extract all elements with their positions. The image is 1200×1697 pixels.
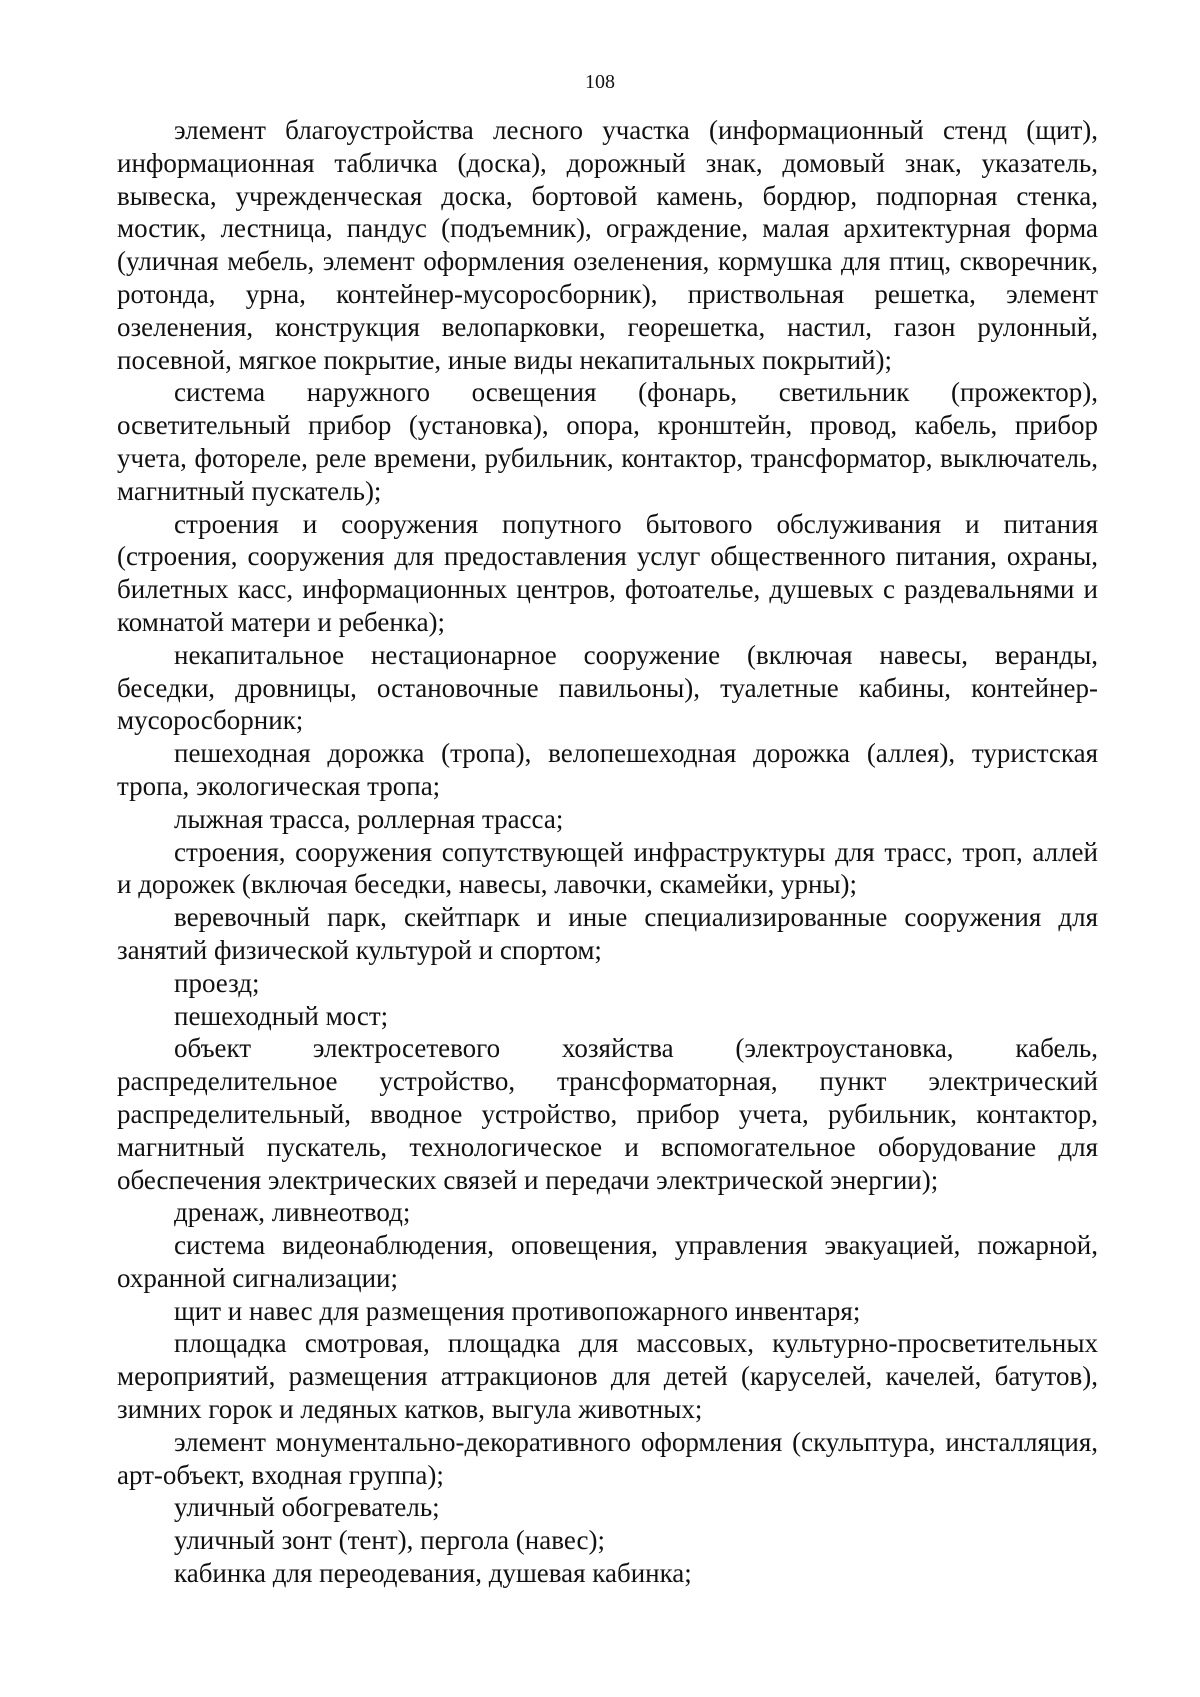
paragraph: строения и сооружения попутного бытового обслуживания и питания (строения, сооружения для предоставления услуг общественного питания, охраны, билетных касс, информационных центров, фотоателье, душевых с раздевальнями и комнатой матери и ребенка); [117, 508, 1098, 637]
page-number: 108 [585, 71, 615, 93]
paragraph: элемент монументально-декоративного оформления (скульптура, инсталляция, арт-объект, входная группа); [117, 1426, 1098, 1490]
paragraph: кабинка для переодевания, душевая кабинка; [174, 1558, 692, 1589]
body-text [117, 114, 1098, 1590]
paragraph: система наружного освещения (фонарь, светильник (прожектор), осветительный прибор (установка), опора, кронштейн, провод, кабель, прибор учета, фотореле, реле времени, рубильник, контактор, трансформатор, выключатель, магнитный пускатель); [117, 377, 1098, 506]
paragraph: пешеходная дорожка (тропа), велопешеходная дорожка (аллея), туристская тропа, экологическая тропа; [117, 738, 1098, 801]
paragraph: объект электросетевого хозяйства (электроустановка, кабель, распределительное устройство, трансформаторная, пункт электрический распределительный, вводное устройство, прибор учета, рубильник, контактор, магнитный пускатель, технологическое и вспомогательное оборудование для обеспечения электрических связей и передачи электрической энергии); [117, 1033, 1098, 1195]
paragraph: пешеходный мост; [174, 1000, 389, 1031]
paragraph: площадка смотровая, площадка для массовых, культурно-просветительных мероприятий, размещения аттракционов для детей (каруселей, качелей, батутов), зимних горок и ледяных катков, выгула животных; [117, 1328, 1098, 1425]
paragraph: веревочный парк, скейтпарк и иные специализированные сооружения для занятий физической культурой и спортом; [117, 902, 1098, 965]
paragraph: строения, сооружения сопутствующей инфраструктуры для трасс, троп, аллей и дорожек (включая беседки, навесы, лавочки, скамейки, урны); [117, 836, 1098, 900]
paragraph: элемент благоустройства лесного участка (информационный стенд (щит), информационная табличка (доска), дорожный знак, домовый знак, указатель, вывеска, учрежденческая доска, бортовой камень, бордюр, подпорная стенка, мостик, лестница, пандус (подъемник), ограждение, малая архитектурная форма (уличная мебель, элемент оформления озеленения, кормушка для птиц, скворечник, ротонда, урна, контейнер-мусоросборник), приствольная решетка, элемент озеленения, конструкция велопарковки, георешетка, настил, газон рулонный, посевной, мягкое покрытие, иные виды некапитальных покрытий); [117, 115, 1098, 375]
paragraph: некапитальное нестационарное сооружение (включая навесы, веранды, беседки, дровницы, остановочные павильоны), туалетные кабины, контейнер-мусоросборник; [117, 639, 1098, 736]
paragraph: лыжная трасса, роллерная трасса; [174, 803, 564, 834]
paragraph: уличный обогреватель; [174, 1492, 440, 1523]
paragraph: система видеонаблюдения, оповещения, управления эвакуацией, пожарной, охранной сигнализации; [117, 1230, 1098, 1293]
paragraph: щит и навес для размещения противопожарного инвентаря; [174, 1295, 861, 1326]
paragraph: проезд; [174, 967, 260, 998]
paragraph: дренаж, ливнеотвод; [174, 1197, 411, 1228]
paragraph: уличный зонт (тент), пергола (навес); [174, 1525, 605, 1556]
